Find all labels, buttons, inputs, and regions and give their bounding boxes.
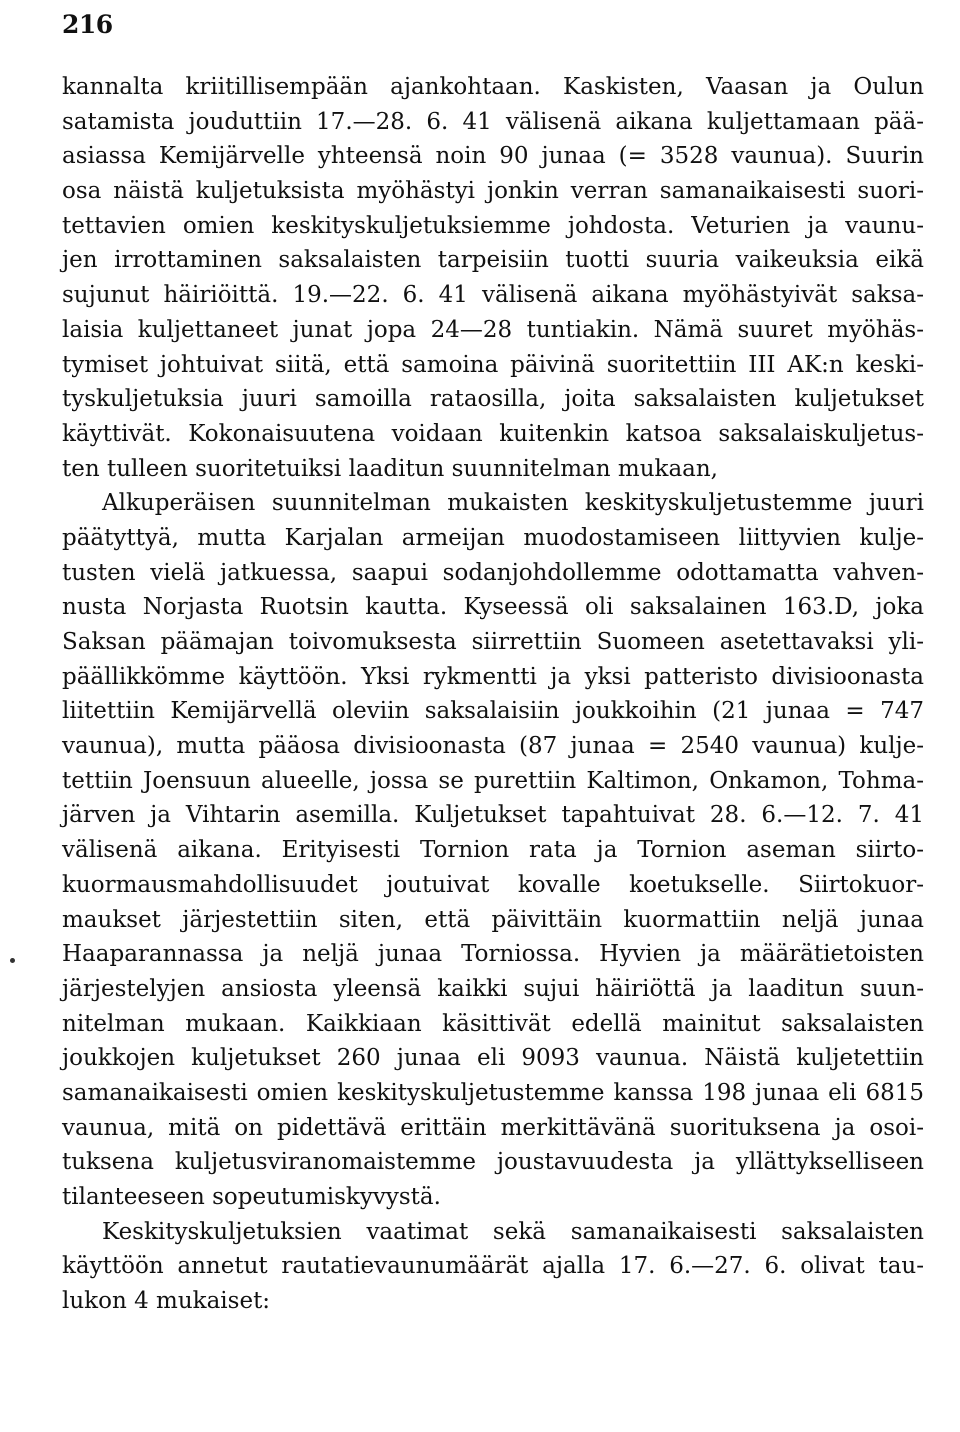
text-line: tettiin Joensuun alueelle, jossa se purettiin Kaltimon, Onkamon, Tohma-: [62, 767, 924, 794]
text-line: päätyttyä, mutta Karjalan armeijan muodostamiseen liittyvien kulje-: [62, 524, 924, 551]
text-line: Saksan päämajan toivomuksesta siirrettiin Suomeen asetettavaksi yli-: [62, 629, 924, 655]
text-line: tuksena kuljetusviranomaistemme joustavuudesta ja yllättykselliseen: [62, 1149, 924, 1176]
text-line: vaunua, mitä on pidettävä erittäin merkittävänä suorituksena ja osoi-: [62, 1114, 924, 1141]
text-line: tyskuljetuksia juuri samoilla rataosilla, joita saksalaisten kuljetukset: [62, 386, 924, 413]
text-line: nusta Norjasta Ruotsin kautta. Kyseessä oli saksalainen 163.D, joka: [62, 594, 924, 621]
text-line: tilanteeseen sopeutumiskyvystä.: [62, 1184, 441, 1210]
text-line: liitettiin Kemijärvellä oleviin saksalaisiin joukkoihin (21 junaa = 747: [62, 698, 924, 725]
text-line: lukon 4 mukaiset:: [62, 1288, 271, 1315]
text-line: Keskityskuljetuksien vaatimat sekä samanaikaisesti saksalaisten: [102, 1218, 924, 1245]
text-line: järven ja Vihtarin asemilla. Kuljetukset tapahtuivat 28. 6.—12. 7. 41: [62, 802, 924, 829]
text-line: käyttöön annetut rautatievaunumäärät ajalla 17. 6.—27. 6. olivat tau-: [62, 1253, 924, 1280]
text-line: satamista jouduttiin 17.—28. 6. 41 välisenä aikana kuljettamaan pää-: [62, 108, 924, 135]
text-line: vaunua), mutta pääosa divisioonasta (87 junaa = 2540 vaunua) kulje-: [62, 733, 924, 760]
paragraph: [62, 1215, 924, 1319]
text-line: osa näistä kuljetuksista myöhästyi jonkin verran samanaikaisesti suori-: [62, 178, 924, 205]
text-line: maukset järjestettiin siten, että päivittäin kuormattiin neljä junaa: [62, 906, 924, 933]
text-line: välisenä aikana. Erityisesti Tornion rata ja Tornion aseman siirto-: [62, 837, 924, 864]
text-line: tymiset johtuivat siitä, että samoina päivinä suoritettiin III AK:n keski-: [62, 351, 924, 378]
text-line: jen irrottaminen saksalaisten tarpeisiin tuotti suuria vaikeuksia eikä: [62, 247, 924, 274]
text-line: sujunut häiriöittä. 19.—22. 6. 41 välisenä aikana myöhästyivät saksa-: [62, 282, 924, 309]
text-line: kuormausmahdollisuudet joutuivat kovalle koetukselle. Siirtokuor-: [62, 871, 924, 898]
text-line: laisia kuljettaneet junat jopa 24—28 tuntiakin. Nämä suuret myöhäs-: [62, 316, 924, 343]
paragraph: [62, 486, 924, 1214]
margin-mark: [10, 958, 15, 963]
text-line: käyttivät. Kokonaisuutena voidaan kuitenkin katsoa saksalaiskuljetus-: [62, 420, 924, 447]
text-line: asiassa Kemijärvelle yhteensä noin 90 junaa (= 3528 vaunua). Suurin: [62, 143, 924, 170]
text-line: nitelman mukaan. Kaikkiaan käsittivät edellä mainitut saksalaisten: [62, 1010, 924, 1037]
text-line: päällikkömme käyttöön. Yksi rykmentti ja yksi patteristo divisioonasta: [62, 663, 924, 690]
text-line: tusten vielä jatkuessa, saapui sodanjohdollemme odottamatta vahven-: [62, 559, 924, 586]
page-number: 216: [62, 10, 113, 39]
text-line: joukkojen kuljetukset 260 junaa eli 9093 vaunua. Näistä kuljetettiin: [62, 1045, 924, 1072]
text-line: Haaparannassa ja neljä junaa Torniossa. Hyvien ja määrätietoisten: [62, 941, 924, 968]
text-line: ten tulleen suoritetuiksi laaditun suunnitelman mukaan,: [62, 455, 718, 482]
text-line: Alkuperäisen suunnitelman mukaisten keskityskuljetustemme juuri: [102, 490, 924, 517]
text-line: tettavien omien keskityskuljetuksiemme johdosta. Veturien ja vaunu-: [62, 212, 924, 239]
paragraph: [62, 70, 924, 486]
text-line: kannalta kriitillisempään ajankohtaan. Kaskisten, Vaasan ja Oulun: [62, 74, 924, 100]
body-text: [62, 70, 924, 1319]
text-line: samanaikaisesti omien keskityskuljetustemme kanssa 198 junaa eli 6815: [62, 1079, 924, 1106]
text-line: järjestelyjen ansiosta yleensä kaikki sujui häiriöttä ja laaditun suun-: [62, 975, 924, 1002]
